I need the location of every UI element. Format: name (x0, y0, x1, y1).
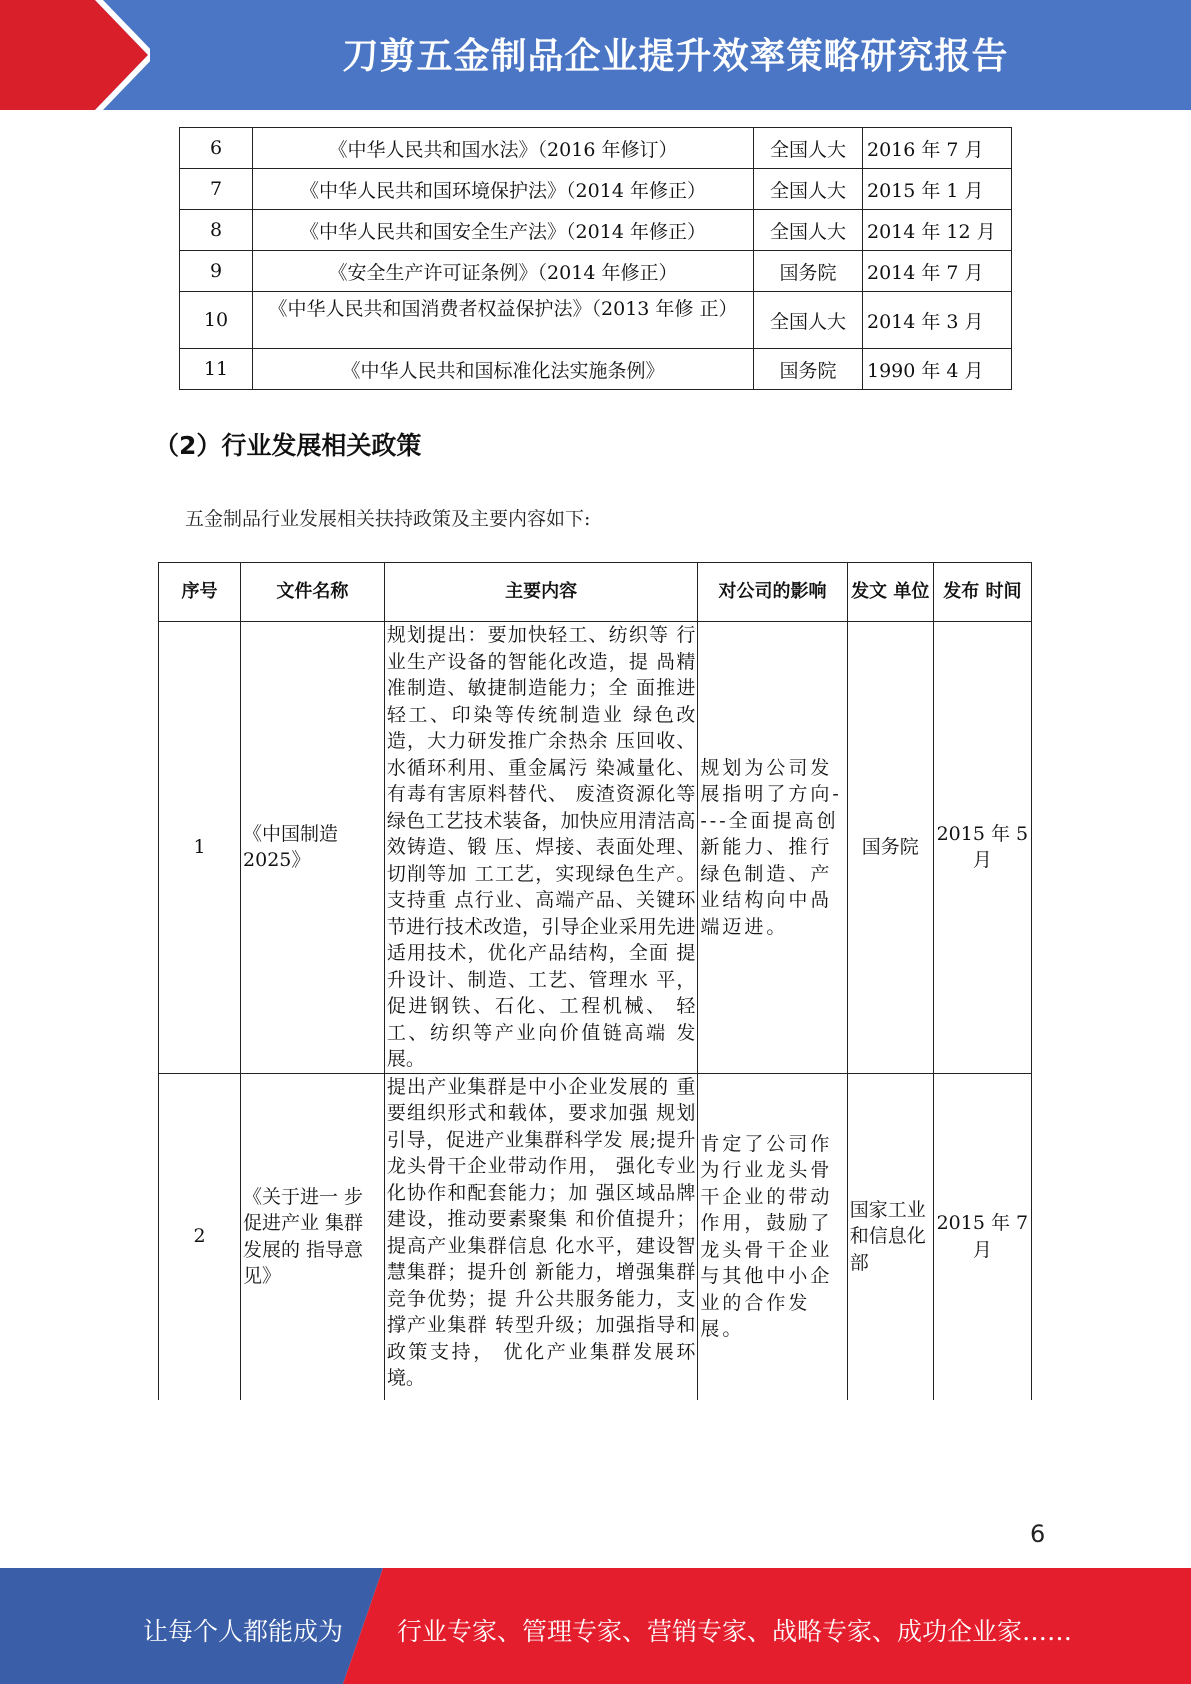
issuing-body: 国务院 (754, 251, 863, 292)
table-row (180, 349, 1012, 390)
header-content: 主要内容 (384, 563, 698, 622)
issue-date: 2016 年 7 月 (863, 128, 1012, 169)
header-no: 序号 (159, 563, 241, 622)
law-name: 《中华人民共和国水法》（2016 年修订） (253, 128, 754, 169)
row-number: 7 (180, 169, 253, 210)
header-org: 发文 单位 (847, 563, 933, 622)
row-number: 6 (180, 128, 253, 169)
company-impact: 肯定了公司作为行业龙头骨干企业的带动作用，鼓励了龙头骨干企业与其他中小企业的合作发 展。 (698, 1073, 847, 1400)
law-table (179, 127, 1012, 390)
issuing-body: 全国人大 (754, 169, 863, 210)
issue-date: 2015 年 7月 (933, 1073, 1031, 1400)
issue-date: 1990 年 4 月 (863, 349, 1012, 390)
document-name: 《中国制造2025》 (241, 622, 385, 1074)
report-title: 刀剪五金制品企业提升效率策略研究报告 (342, 36, 1009, 77)
row-number: 10 (180, 292, 253, 349)
row-number: 8 (180, 210, 253, 251)
document-name: 《关于进一 步促进产业 集群发展的 指导意见》 (241, 1073, 385, 1400)
page-header (0, 0, 1191, 110)
issuing-body: 国务院 (754, 349, 863, 390)
header-impact: 对公司的影响 (698, 563, 847, 622)
table-row (159, 622, 1032, 1074)
table-row (180, 251, 1012, 292)
issue-date: 2015 年 1 月 (863, 169, 1012, 210)
page-number: 6 (1030, 1520, 1046, 1548)
issuing-body: 国务院 (847, 622, 933, 1074)
row-number: 11 (180, 349, 253, 390)
table-row (180, 210, 1012, 251)
main-content: 提出产业集群是中小企业发展的 重要组织形式和载体，要求加强 规划引导，促进产业集群科学发 展;提升龙头骨干企业带动作用， 强化专业化协作和配套能力；加 强区域品牌建设，推动要素聚集 和价值提升；提高产业集群信息 化水平，建设智慧集群；提升创 新能力，增强集群竞争优势；提 升公共服务能力，支撑产业集群 转型升级；加强指导和政策支持， 优化产业集群发展环境。 (384, 1073, 698, 1400)
issue-date: 2014 年 3 月 (863, 292, 1012, 349)
row-number: 1 (159, 622, 241, 1074)
policy-table (158, 562, 1032, 1400)
issuing-body: 全国人大 (754, 210, 863, 251)
company-impact: 规划为公司发展指明了方向----全面提高创新能力、推行绿色制造、产业结构向中咼端迈进。 (698, 622, 847, 1074)
main-content: 规划提出：要加快轻工、纺织等 行业生产设备的智能化改造，提 咼精准制造、敏捷制造能力；全 面推进轻工、印染等传统制造业 绿色改造，大力研发推广余热余 压回收、水循环利用、重金属污 染减量化、有毒有害原料替代、 废渣资源化等绿色工艺技术装备，加快应用清洁高效铸造、锻 压、焊接、表面处理、切削等加 工工艺，实现绿色生产。支持重 点行业、高端产品、关键环节进行技术改造，引导企业采用先进 适用技术，优化产品结构，全面 提升设计、制造、工艺、管理水 平，促进钢铁、石化、工程机械、 轻工、纺织等产业向价值链高端 发展。 (384, 622, 698, 1074)
law-name: 《中华人民共和国安全生产法》（2014 年修正） (253, 210, 754, 251)
header-name: 文件名称 (241, 563, 385, 622)
table-row (180, 292, 1012, 349)
issuing-body: 国家工业和信息化部 (847, 1073, 933, 1400)
issuing-body: 全国人大 (754, 292, 863, 349)
issuing-body: 全国人大 (754, 128, 863, 169)
footer-slogan-right: 行业专家、管理专家、营销专家、战略专家、成功企业家…… (397, 1617, 1073, 1646)
table-row (159, 1073, 1032, 1400)
row-number: 2 (159, 1073, 241, 1400)
issue-date: 2014 年 12 月 (863, 210, 1012, 251)
table-row (180, 169, 1012, 210)
issue-date: 2015 年 5月 (933, 622, 1031, 1074)
table-header-row (159, 563, 1032, 622)
law-name: 《安全生产许可证条例》（2014 年修正） (253, 251, 754, 292)
header-date: 发布 时间 (933, 563, 1031, 622)
page-footer (0, 1568, 1191, 1684)
law-name: 《中华人民共和国消费者权益保护法》（2013 年修 正） (253, 292, 754, 349)
section-heading: （2）行业发展相关政策 (154, 431, 422, 460)
issue-date: 2014 年 7 月 (863, 251, 1012, 292)
table-row (180, 128, 1012, 169)
row-number: 9 (180, 251, 253, 292)
law-name: 《中华人民共和国环境保护法》（2014 年修正） (253, 169, 754, 210)
law-name: 《中华人民共和国标准化法实施条例》 (253, 349, 754, 390)
section-intro: 五金制品行业发展相关扶持政策及主要内容如下: (185, 508, 591, 530)
footer-slogan-left: 让每个人都能成为 (143, 1617, 344, 1646)
